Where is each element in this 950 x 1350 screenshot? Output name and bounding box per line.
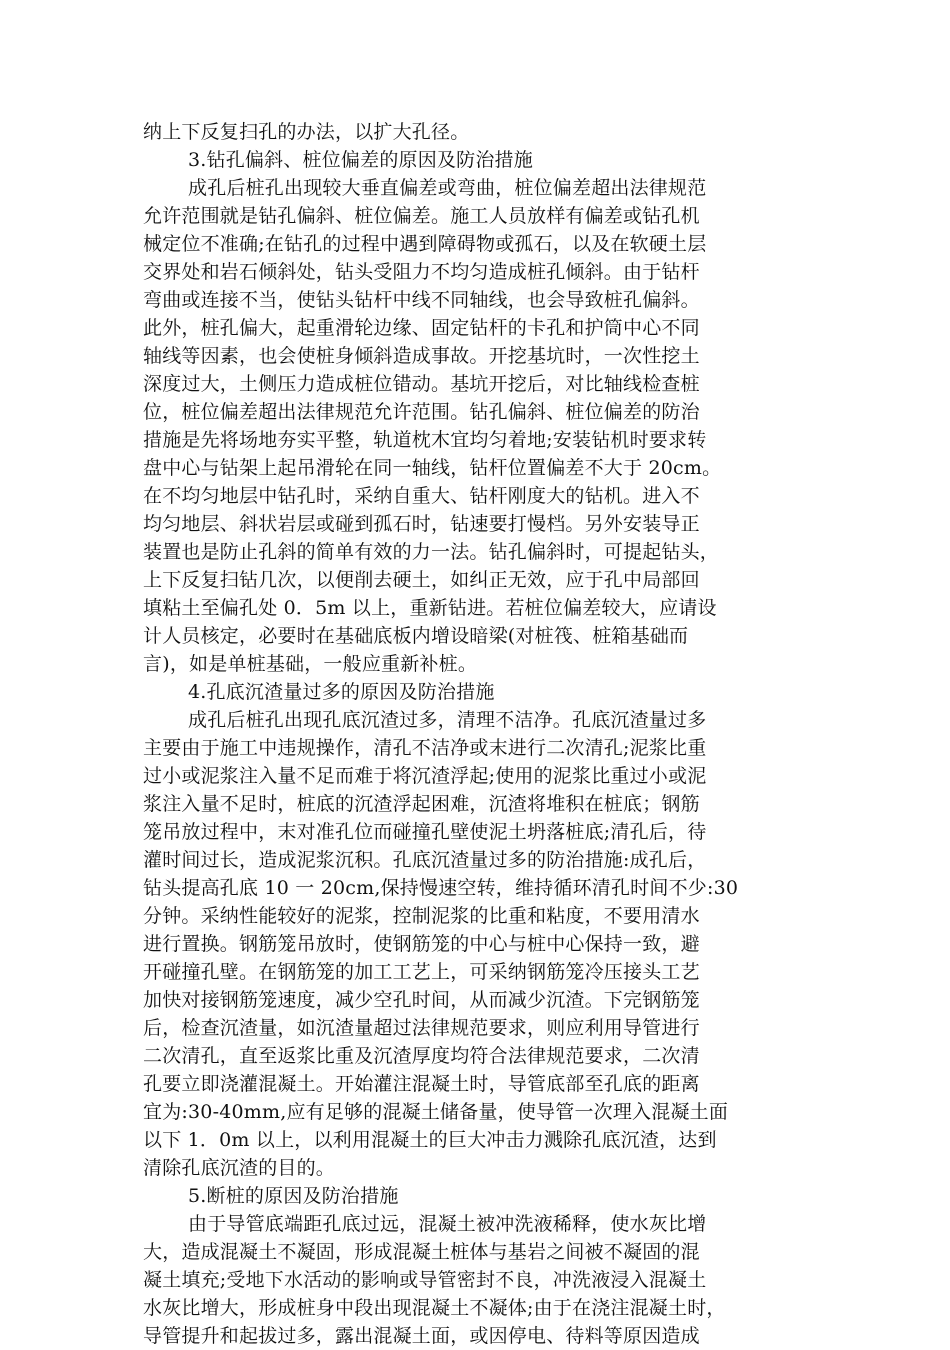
text-line: 上下反复扫钻几次，以便削去硬土，如纠正无效，应于孔中局部回 — [143, 569, 700, 591]
text-line: 械定位不准确;在钻孔的过程中遇到障碍物或孤石，以及在软硬土层 — [143, 233, 707, 255]
text-line: 主要由于施工中违规操作，清孔不洁净或末进行二次清孔;泥浆比重 — [143, 737, 707, 759]
text-line: 深度过大，土侧压力造成桩位错动。基坑开挖后，对比轴线检查桩 — [143, 373, 700, 395]
text-line: 交界处和岩石倾斜处，钻头受阻力不均匀造成桩孔倾斜。由于钻杆 — [143, 261, 700, 283]
text-line: 计人员核定，必要时在基础底板内增设暗梁(对桩筏、桩箱基础而 — [143, 625, 689, 647]
section-heading: 5.断桩的原因及防治措施 — [188, 1185, 399, 1207]
text-line: 成孔后桩孔出现较大垂直偏差或弯曲，桩位偏差超出法律规范 — [188, 177, 707, 199]
text-line: 盘中心与钻架上起吊滑轮在同一轴线，钻杆位置偏差不大于 20cm。 — [143, 457, 722, 479]
text-line: 言)，如是单桩基础，一般应重新补桩。 — [143, 653, 478, 675]
text-line: 加快对接钢筋笼速度，减少空孔时间，从而减少沉渣。下完钢筋笼 — [143, 989, 700, 1011]
text-line: 由于导管底端距孔底过远，混凝土被冲洗液稀释，使水灰比增 — [188, 1213, 707, 1235]
text-line: 弯曲或连接不当，使钻头钻杆中线不同轴线，也会导致桩孔偏斜。 — [143, 289, 700, 311]
text-line: 成孔后桩孔出现孔底沉渣过多，清理不洁净。孔底沉渣量过多 — [188, 709, 707, 731]
section-heading: 4.孔底沉渣量过多的原因及防治措施 — [188, 681, 495, 703]
text-line: 填粘土至偏孔处 0．5m 以上，重新钻进。若桩位偏差较大，应请设 — [143, 597, 717, 619]
text-line: 灌时间过长，造成泥浆沉积。孔底沉渣量过多的防治措施:成孔后， — [143, 849, 707, 871]
text-line: 轴线等因素，也会使桩身倾斜造成事故。开挖基坑时，一次性挖土 — [143, 345, 700, 367]
text-line: 浆注入量不足时，桩底的沉渣浮起困难，沉渣将堆积在桩底；钢筋 — [143, 793, 700, 815]
text-line: 大，造成混凝土不凝固，形成混凝土桩体与基岩之间被不凝固的混 — [143, 1241, 700, 1263]
text-line: 此外，桩孔偏大，起重滑轮边缘、固定钻杆的卡孔和护筒中心不同 — [143, 317, 700, 339]
text-line: 水灰比增大，形成桩身中段出现混凝土不凝体;由于在浇注混凝土时， — [143, 1297, 726, 1319]
text-line: 笼吊放过程中，末对准孔位而碰撞孔壁使泥土坍落桩底;清孔后，待 — [143, 821, 707, 843]
text-line: 分钟。采纳性能较好的泥浆，控制泥浆的比重和粘度，不要用清水 — [143, 905, 700, 927]
text-line: 纳上下反复扫孔的办法，以扩大孔径。 — [143, 121, 470, 143]
text-line: 孔要立即浇灌混凝土。开始灌注混凝土时，导管底部至孔底的距离 — [143, 1073, 700, 1095]
text-line: 位，桩位偏差超出法律规范允许范围。钻孔偏斜、桩位偏差的防治 — [143, 401, 700, 423]
text-line: 装置也是防止孔斜的简单有效的力一法。钻孔偏斜时，可提起钻头， — [143, 541, 720, 563]
text-line: 凝土填充;受地下水活动的影响或导管密封不良，冲洗液浸入混凝土 — [143, 1269, 707, 1291]
text-line: 进行置换。钢筋笼吊放时，使钢筋笼的中心与桩中心保持一致，避 — [143, 933, 700, 955]
text-line: 在不均匀地层中钻孔时，采纳自重大、钻杆刚度大的钻机。进入不 — [143, 485, 700, 507]
text-line: 清除孔底沉渣的目的。 — [143, 1157, 336, 1179]
text-line: 允许范围就是钻孔偏斜、桩位偏差。施工人员放样有偏差或钻孔机 — [143, 205, 700, 227]
text-line: 导管提升和起拔过多，露出混凝土面，或因停电、待料等原因造成 — [143, 1325, 700, 1347]
text-line: 措施是先将场地夯实平整，轨道枕木宜均匀着地;安装钻机时要求转 — [143, 429, 707, 451]
text-line: 宜为:30-40mm,应有足够的混凝土储备量，使导管一次理入混凝土面 — [143, 1101, 729, 1123]
text-line: 二次清孔，直至返浆比重及沉渣厚度均符合法律规范要求，二次清 — [143, 1045, 700, 1067]
text-line: 以下 1．0m 以上，以利用混凝土的巨大冲击力溅除孔底沉渣，达到 — [143, 1129, 717, 1151]
text-line: 过小或泥浆注入量不足而难于将沉渣浮起;使用的泥浆比重过小或泥 — [143, 765, 707, 787]
text-line: 钻头提高孔底 10 一 20cm,保持慢速空转，维持循环清孔时间不少:30 — [143, 877, 739, 899]
document-body — [143, 118, 823, 1350]
text-line: 后，检查沉渣量，如沉渣量超过法律规范要求，则应利用导管进行 — [143, 1017, 700, 1039]
text-line: 开碰撞孔壁。在钢筋笼的加工工艺上，可采纳钢筋笼冷压接头工艺 — [143, 961, 700, 983]
section-heading: 3.钻孔偏斜、桩位偏差的原因及防治措施 — [188, 149, 533, 171]
text-line: 均匀地层、斜状岩层或碰到孤石时，钻速要打慢档。另外安装导正 — [143, 513, 700, 535]
